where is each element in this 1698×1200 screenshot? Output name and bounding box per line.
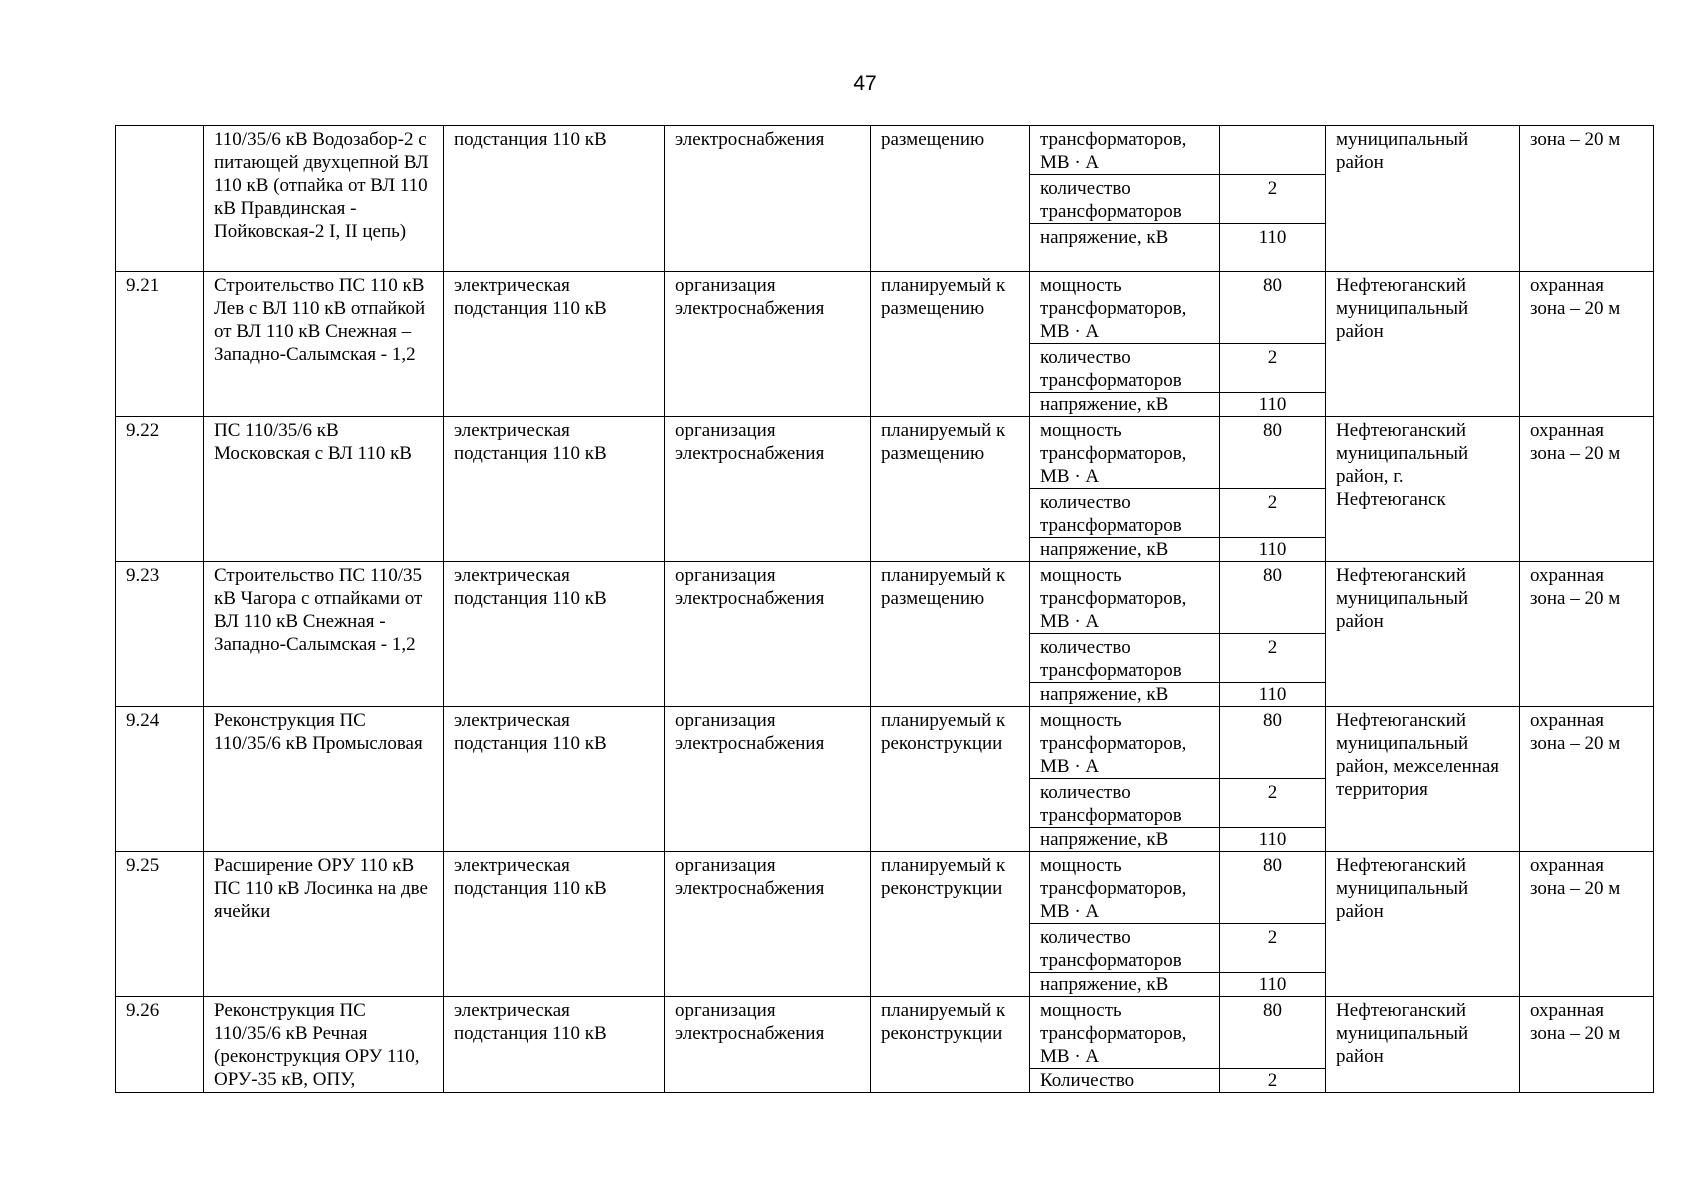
param-label-voltage: напряжение, кВ [1030,683,1220,707]
param-label-power: мощность трансформаторов, МВ · А [1030,417,1220,489]
facility-status: планируемый к реконструкции [871,852,1030,997]
facility-type: электрическая подстанция 110 кВ [444,707,665,852]
facility-name: 110/35/6 кВ Водозабор-2 с питающей двухцепной ВЛ 110 кВ (отпайка от ВЛ 110 кВ Правдинская - Пойковская-2 I, II цепь) [204,126,444,272]
facility-zone: охранная зона – 20 м [1520,997,1654,1093]
table-row [116,997,1654,1069]
facility-zone: зона – 20 м [1520,126,1654,272]
facility-location: Нефтеюганский муниципальный район, г. Нефтеюганск [1326,417,1520,562]
param-label-voltage: напряжение, кВ [1030,393,1220,417]
facility-status: планируемый к размещению [871,417,1030,562]
param-label-power: мощность трансформаторов, МВ · А [1030,997,1220,1069]
param-value-voltage: 110 [1220,393,1326,417]
row-group-9-25 [116,852,1654,997]
param-label-voltage: напряжение, кВ [1030,224,1220,272]
facility-location: Нефтеюганский муниципальный район, межселенная территория [1326,707,1520,852]
facility-location: Нефтеюганский муниципальный район [1326,852,1520,997]
param-value-voltage: 110 [1220,828,1326,852]
param-label-count: количество трансформаторов [1030,924,1220,973]
row-number: 9.25 [116,852,204,997]
facility-name: ПС 110/35/6 кВ Московская с ВЛ 110 кВ [204,417,444,562]
facility-purpose: организация электроснабжения [665,852,871,997]
continuation-row-group [116,126,1654,272]
facility-type: электрическая подстанция 110 кВ [444,272,665,417]
param-value-count: 2 [1220,489,1326,538]
param-value-count: 2 [1220,1069,1326,1093]
row-number: 9.23 [116,562,204,707]
param-label-count: количество трансформаторов [1030,779,1220,828]
row-group-9-23 [116,562,1654,707]
facility-location: муниципальный район [1326,126,1520,272]
table-row [116,707,1654,779]
row-number: 9.24 [116,707,204,852]
param-label-voltage: напряжение, кВ [1030,538,1220,562]
facility-zone: охранная зона – 20 м [1520,417,1654,562]
param-value-count: 2 [1220,175,1326,224]
param-label-power: мощность трансформаторов, МВ · А [1030,562,1220,634]
facility-purpose: организация электроснабжения [665,417,871,562]
facility-name: Расширение ОРУ 110 кВ ПС 110 кВ Лосинка на две ячейки [204,852,444,997]
facility-status: размещению [871,126,1030,272]
param-label-voltage: напряжение, кВ [1030,828,1220,852]
param-value-power: 80 [1220,562,1326,634]
facility-type: электрическая подстанция 110 кВ [444,997,665,1093]
param-label-count: количество трансформаторов [1030,344,1220,393]
facility-zone: охранная зона – 20 м [1520,707,1654,852]
table-row [116,852,1654,924]
param-label-voltage: напряжение, кВ [1030,973,1220,997]
facility-zone: охранная зона – 20 м [1520,272,1654,417]
row-number: 9.22 [116,417,204,562]
param-label-count: количество трансформаторов [1030,175,1220,224]
param-value-voltage: 110 [1220,683,1326,707]
facility-type: электрическая подстанция 110 кВ [444,417,665,562]
facility-purpose: организация электроснабжения [665,707,871,852]
row-number: 9.26 [116,997,204,1093]
row-number: 9.21 [116,272,204,417]
facility-status: планируемый к реконструкции [871,707,1030,852]
table-row [116,417,1654,489]
facility-name: Реконструкция ПС 110/35/6 кВ Речная (реконструкция ОРУ 110, ОРУ-35 кВ, ОПУ, [204,997,444,1093]
facility-name: Строительство ПС 110 кВ Лев с ВЛ 110 кВ отпайкой от ВЛ 110 кВ Снежная – Западно-Салымская - 1,2 [204,272,444,417]
row-group-9-21 [116,272,1654,417]
param-value-count: 2 [1220,634,1326,683]
row-group-9-22 [116,417,1654,562]
param-value-count: 2 [1220,344,1326,393]
facility-location: Нефтеюганский муниципальный район [1326,272,1520,417]
facility-zone: охранная зона – 20 м [1520,562,1654,707]
param-value-voltage: 110 [1220,538,1326,562]
facility-name: Строительство ПС 110/35 кВ Чагора с отпайками от ВЛ 110 кВ Снежная - Западно-Салымская - 1,2 [204,562,444,707]
param-label-power: мощность трансформаторов, МВ · А [1030,272,1220,344]
table-row [116,272,1654,344]
param-value-power: 80 [1220,272,1326,344]
facility-status: планируемый к размещению [871,272,1030,417]
facility-purpose: организация электроснабжения [665,562,871,707]
facility-type: подстанция 110 кВ [444,126,665,272]
param-value-count: 2 [1220,779,1326,828]
facility-status: планируемый к размещению [871,562,1030,707]
page-number: 47 [853,72,877,95]
facility-purpose: организация электроснабжения [665,997,871,1093]
param-value-power: 80 [1220,417,1326,489]
param-value-voltage: 110 [1220,973,1326,997]
param-label-count: количество трансформаторов [1030,489,1220,538]
facilities-table [115,125,1654,1093]
row-number [116,126,204,272]
facility-location: Нефтеюганский муниципальный район [1326,562,1520,707]
facility-purpose: электроснабжения [665,126,871,272]
facility-zone: охранная зона – 20 м [1520,852,1654,997]
facility-location: Нефтеюганский муниципальный район [1326,997,1520,1093]
row-group-9-24 [116,707,1654,852]
param-value-power [1220,126,1326,175]
param-label-count: количество трансформаторов [1030,634,1220,683]
param-label-power: трансформаторов, МВ · А [1030,126,1220,175]
param-label-count: Количество [1030,1069,1220,1093]
param-value-power: 80 [1220,997,1326,1069]
param-label-power: мощность трансформаторов, МВ · А [1030,852,1220,924]
param-value-power: 80 [1220,852,1326,924]
facility-type: электрическая подстанция 110 кВ [444,852,665,997]
param-value-count: 2 [1220,924,1326,973]
facility-type: электрическая подстанция 110 кВ [444,562,665,707]
param-value-power: 80 [1220,707,1326,779]
table-row [116,562,1654,634]
param-label-power: мощность трансформаторов, МВ · А [1030,707,1220,779]
facility-status: планируемый к реконструкции [871,997,1030,1093]
facility-name: Реконструкция ПС 110/35/6 кВ Промысловая [204,707,444,852]
table-row [116,126,1654,175]
facility-purpose: организация электроснабжения [665,272,871,417]
row-group-9-26 [116,997,1654,1093]
param-value-voltage: 110 [1220,224,1326,272]
